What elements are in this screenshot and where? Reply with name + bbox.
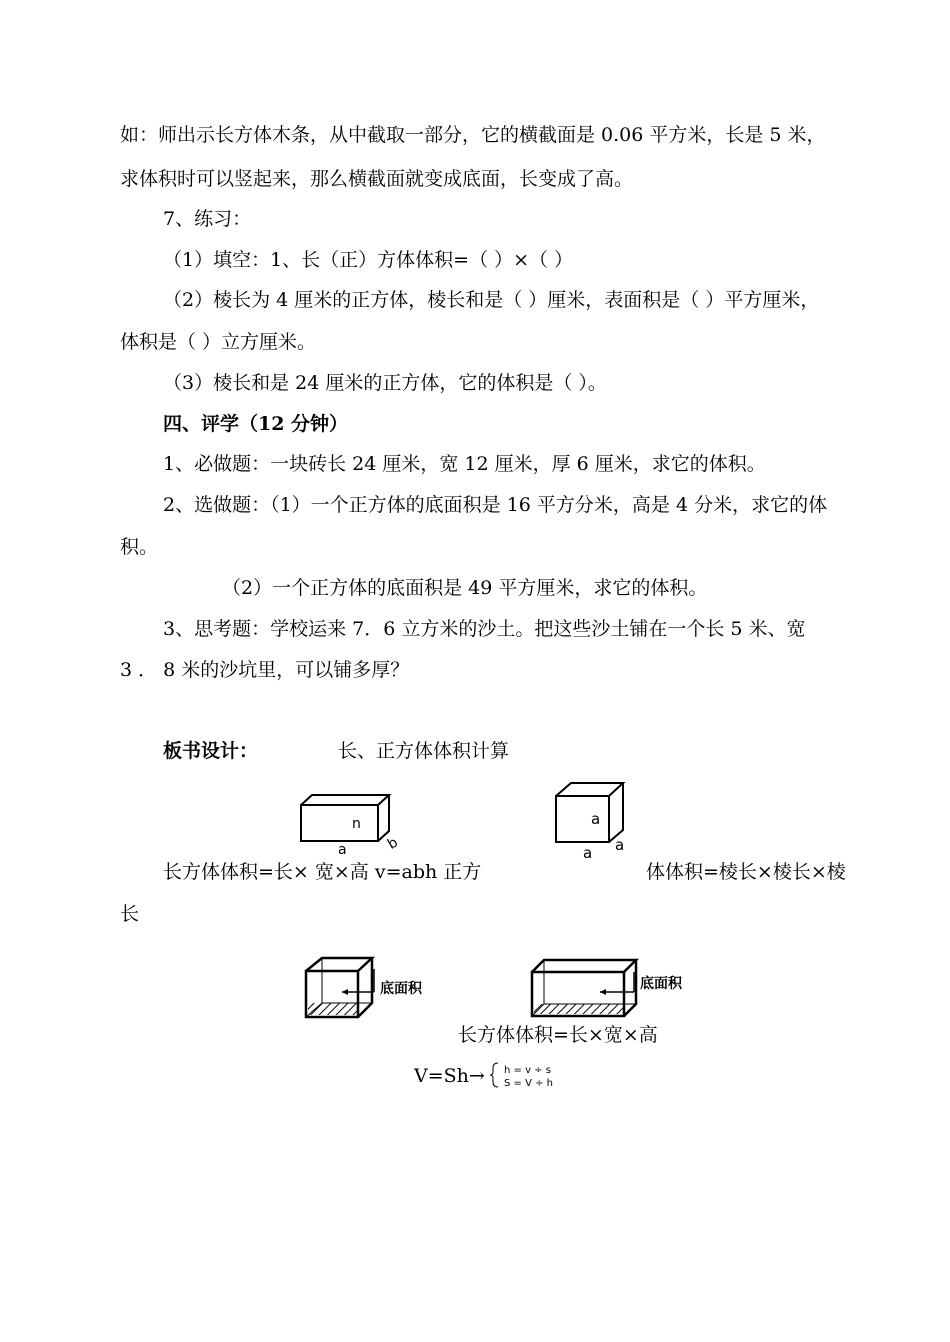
text-line-3: 7、练习： <box>163 208 252 230</box>
cuboid-label-b: b <box>385 834 401 853</box>
base-area-label-1: 底面积 <box>380 981 422 997</box>
text-line-7: （3）棱长和是 24 厘米的正方体，它的体积是（ ）。 <box>163 372 607 394</box>
base-area-label-2: 底面积 <box>640 976 682 992</box>
text-line-14: 3 ． 8 米的沙坑里，可以铺多厚？ <box>120 659 410 681</box>
formula-cube-end: 长 <box>120 903 140 925</box>
base-area-cuboid-figure <box>528 958 693 1023</box>
text-line-13: 3、思考题：学校运来 7．6 立方米的沙土。把这些沙土铺在一个长 5 米、宽 <box>163 618 806 640</box>
brace-line-2: S = V ÷ h <box>504 1078 553 1089</box>
text-line-9: 1、必做题：一块砖长 24 厘米，宽 12 厘米，厚 6 厘米，求它的体积。 <box>163 453 766 475</box>
cuboid-figure <box>298 793 408 858</box>
cuboid-label-a: a <box>338 842 347 858</box>
section-heading: 四、评学（12 分钟） <box>163 413 349 435</box>
brace-line-1: h = v ÷ s <box>504 1065 551 1076</box>
cube-figure <box>553 780 633 860</box>
cube-label-a-side: a <box>615 836 625 854</box>
text-line-12: （2）一个正方体的底面积是 49 平方厘米，求它的体积。 <box>222 577 708 599</box>
cube-label-a-face: a <box>591 810 601 828</box>
text-line-6: 体积是（ ）立方厘米。 <box>120 331 317 353</box>
text-line-4: （1）填空：1、长（正）方体体积=（ ）×（ ） <box>163 249 574 271</box>
text-line-11: 积。 <box>120 536 159 558</box>
base-area-cube-figure <box>302 955 442 1025</box>
formula-general: 长方体体积=长×宽×高 <box>458 1024 658 1046</box>
board-label: 板书设计： <box>163 740 259 762</box>
board-title: 长、正方体体积计算 <box>338 740 510 762</box>
cube-label-a-bottom: a <box>583 844 593 862</box>
formula-cuboid: 长方体体积=长× 宽×高 v=abh 正方 <box>163 861 482 883</box>
formula-cube: 体体积=棱长×棱长×棱 <box>646 861 846 883</box>
text-line-5: （2）棱长为 4 厘米的正方体，棱长和是（ ）厘米，表面积是（ ）平方厘米， <box>163 289 820 311</box>
text-line-2: 求体积时可以竖起来，那么横截面就变成底面，长变成了高。 <box>120 168 634 190</box>
cuboid-label-n: n <box>352 816 361 832</box>
text-line-1: 如：师出示长方体木条，从中截取一部分，它的横截面是 0.06 平方米，长是 5 米， <box>120 124 826 146</box>
formula-vsh: V=Sh→ <box>414 1065 485 1087</box>
text-line-10: 2、选做题：（1）一个正方体的底面积是 16 平方分米，高是 4 分米，求它的体 <box>163 494 828 516</box>
brace-formulas <box>490 1060 620 1090</box>
